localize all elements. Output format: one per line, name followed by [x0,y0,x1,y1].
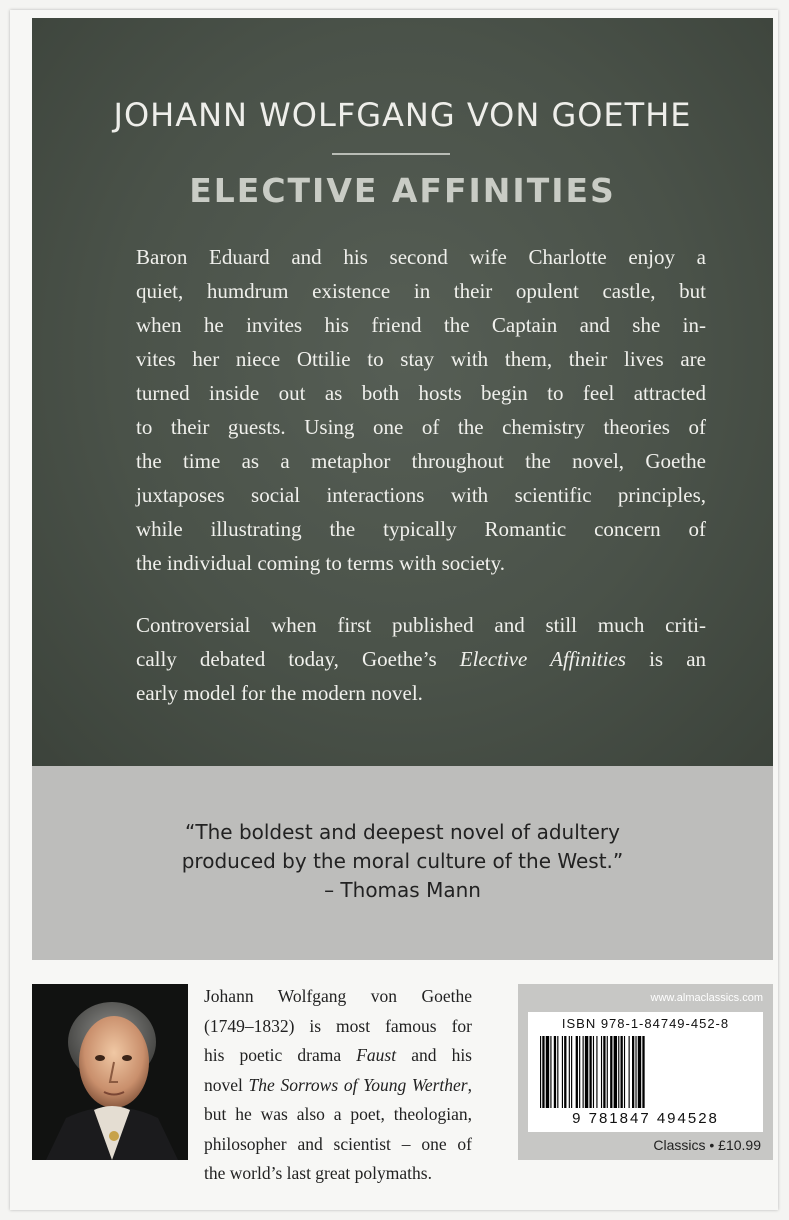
bio-line [204,1041,472,1071]
blurb-line: juxtaposes social interactions with scientific principles, [136,483,706,507]
quote-band [32,766,773,960]
barcode-bar [540,1036,541,1108]
barcode-bar [557,1036,558,1108]
publisher-url: www.almaclassics.com [650,992,763,1004]
blurb-text: cally debated today, Goethe’s [136,647,460,671]
blurb-line [136,642,706,676]
bio-text: , [467,1074,472,1095]
blurb-line: Controversial when first published and still much criti- [136,613,706,637]
barcode-bar [638,1036,641,1108]
book-title: ELECTIVE AFFINITIES [189,171,616,210]
barcode-bar [632,1036,634,1108]
author-portrait [32,984,188,1160]
bio-text: and his [396,1045,472,1065]
barcode-bar [601,1036,602,1108]
synopsis-panel [32,18,773,766]
bio-line: but he was also a poet, theologian, [204,1104,472,1124]
blurb-line: Baron Eduard and his second wife Charlotte enjoy a [136,245,706,269]
bio-line: Johann Wolfgang von Goethe [204,986,472,1006]
work-title-italic: Faust [356,1045,397,1065]
barcode-bars [540,1036,751,1108]
blurb-line: turned inside out as both hosts begin to feel attracted [136,381,706,405]
bio-text: novel [204,1074,249,1095]
barcode-bar [585,1036,588,1108]
barcode-bar [596,1036,597,1108]
review-quote [32,818,773,905]
bio-text: his poetic drama [204,1045,357,1065]
barcode-bar [564,1036,566,1108]
barcode-bar [624,1036,625,1108]
barcode-digits: 9 781847 494528 [572,1110,719,1127]
barcode-bar [610,1036,612,1108]
barcode-bar [621,1036,623,1108]
barcode-bar [603,1036,605,1108]
barcode-bar [569,1036,570,1108]
barcode-bar [579,1036,580,1108]
barcode-bar [554,1036,556,1108]
bio-line: the world’s last great polymaths. [204,1163,432,1183]
barcode-bar [562,1036,563,1108]
book-title-italic: Elective Affinities [459,647,626,671]
isbn-text: ISBN 978-1-84749-452-8 [561,1016,730,1031]
quote-line: “The boldest and deepest novel of adultery [185,820,620,844]
blurb-text: is an [625,647,707,671]
blurb-line: to their guests. Using one of the chemistry theories of [136,415,706,439]
barcode-bar [583,1036,584,1108]
barcode-bar [571,1036,572,1108]
bio-line [204,1071,472,1101]
barcode-bar [618,1036,619,1108]
barcode-bar [614,1036,617,1108]
blurb-line: early model for the modern novel. [136,681,423,705]
price-label: Classics • £10.99 [653,1137,761,1153]
blurb-line: quiet, humdrum existence in their opulent castle, but [136,279,706,303]
bio-line: (1749–1832) is most famous for [204,1015,472,1036]
title-divider [332,153,450,155]
blurb-line: vites her niece Ottilie to stay with them, their lives are [136,347,706,371]
barcode-bar [546,1036,549,1108]
barcode-bar [629,1036,630,1108]
barcode-bar [642,1036,644,1108]
blurb-paragraph-2 [136,608,706,710]
quote-attribution: – Thomas Mann [324,878,481,902]
blurb-paragraph-1 [136,240,706,580]
author-heading: JOHANN WOLFGANG VON GOETHE [113,96,692,134]
barcode-bar [542,1036,544,1108]
barcode-bar [593,1036,594,1108]
work-title-italic: The Sorrows of Young Werther [248,1074,468,1095]
quote-line: produced by the moral culture of the West.” [181,849,624,873]
author-bio [204,982,472,1189]
barcode-bar [607,1036,608,1108]
blurb-line: the time as a metaphor throughout the novel, Goethe [136,449,706,473]
barcode-bar [635,1036,636,1108]
portrait-image [32,984,188,1160]
blurb-line: while illustrating the typically Romantic concern of [136,517,706,541]
bio-line: philosopher and scientist – one of [204,1133,472,1154]
blurb-line: when he invites his friend the Captain and she in- [136,313,706,337]
barcode-bar [589,1036,591,1108]
blurb-line: the individual coming to terms with society. [136,551,505,575]
barcode-bar [576,1036,578,1108]
barcode-label [528,1012,763,1132]
barcode-box [518,984,773,1160]
barcode-bar [550,1036,551,1108]
